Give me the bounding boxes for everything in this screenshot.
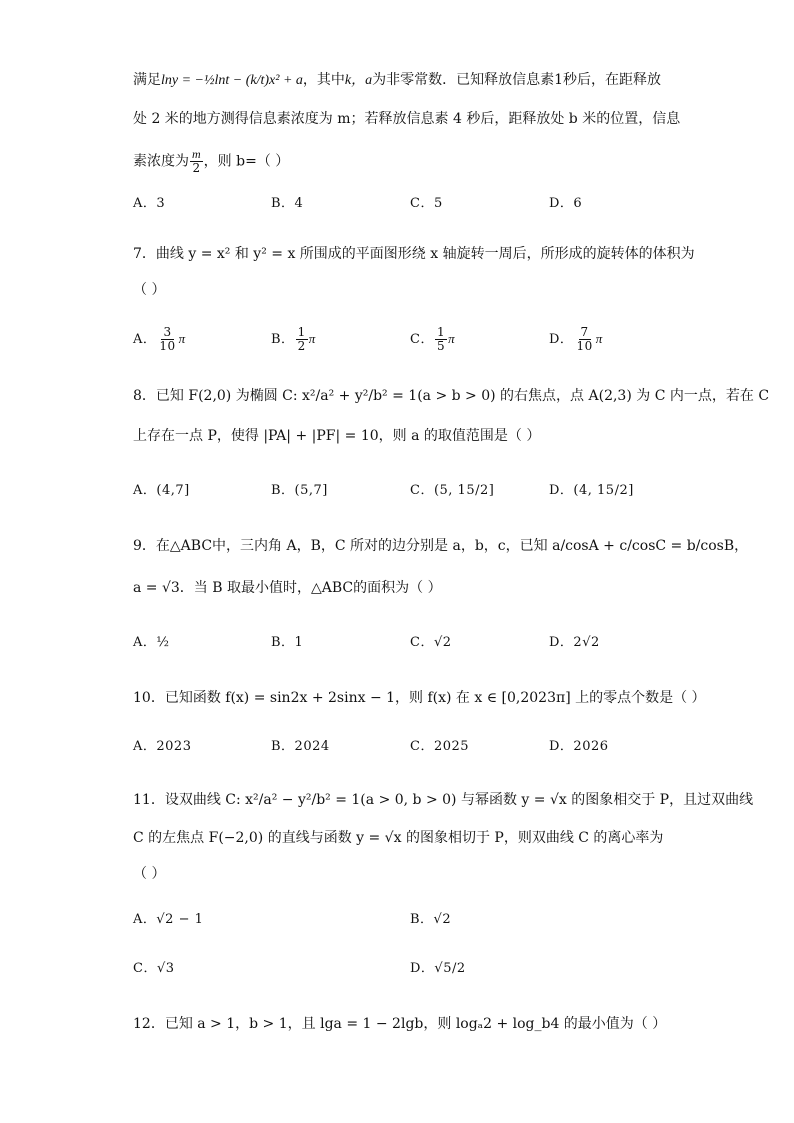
q10-option-b: B．2024 xyxy=(271,739,330,754)
opt-frac xyxy=(435,326,447,353)
q8-option-d: D．(4, 15/2] xyxy=(549,483,634,498)
q8-line-1: 8．已知 F(2,0) 为椭圆 C: x²/a² + y²/b² = 1(a > b > 0) 的右焦点，点 A(2,3) 为 C 内一点，若在 C xyxy=(133,388,770,404)
q11-option-c: C．√3 xyxy=(133,961,175,976)
q7-line-2: （ ） xyxy=(133,282,166,298)
q7-option-c xyxy=(410,326,455,353)
q7-option-a xyxy=(133,326,186,353)
opt-prefix: D． xyxy=(549,332,574,347)
frac-den: 2 xyxy=(297,339,306,353)
q9-option-a: A．½ xyxy=(133,635,170,650)
q6-fraction xyxy=(190,148,203,175)
opt-frac xyxy=(574,326,594,353)
frac-den: 10 xyxy=(159,339,176,353)
q8-line-2: 上存在一点 P，使得 |PA| + |PF| = 10，则 a 的取值范围是（ ） xyxy=(133,428,541,444)
opt-frac xyxy=(296,326,308,353)
q9-option-d: D．2√2 xyxy=(549,635,600,650)
pi: π xyxy=(448,331,456,346)
q6-text: 为非零常数．已知释放信息素 xyxy=(372,72,555,88)
q9-option-c: C．√2 xyxy=(410,635,452,650)
q6-text: 素浓度为 xyxy=(133,153,189,170)
pi: π xyxy=(595,331,603,346)
q8-option-b: B．(5,7] xyxy=(271,483,328,498)
frac-den: 5 xyxy=(436,339,446,353)
q6-formula: lny = −½lnt − (k/t)x² + a xyxy=(161,73,303,88)
q7-line-1: 7．曲线 y = x² 和 y² = x 所围成的平面图形绕 x 轴旋转一周后，所形成的旋转体的体积为 xyxy=(133,246,695,262)
q9-line-1: 9．在△ABC中，三内角 A，B，C 所对的边分别是 a，b，c，已知 a/cosA + c/cosC = b/cosB， xyxy=(133,538,749,554)
q11-line-2: C 的左焦点 F(−2,0) 的直线与函数 y = √x 的图象相切于 P，则双曲线 C 的离心率为 xyxy=(133,830,664,846)
q6-option-a: A．3 xyxy=(133,196,166,211)
frac-num: 3 xyxy=(163,325,172,339)
frac-num: 1 xyxy=(436,325,446,339)
q6-text: 满足 xyxy=(133,72,161,88)
q6-option-b: B．4 xyxy=(271,196,304,211)
q11-option-b: B．√2 xyxy=(410,912,452,927)
q6-line-2: 处 2 米的地方测得信息素浓度为 m；若释放信息素 4 秒后，距释放处 b 米的位置，信息 xyxy=(133,111,681,127)
frac-den: 2 xyxy=(192,161,201,175)
q8-option-c: C．(5, 15/2] xyxy=(410,483,495,498)
opt-prefix: C． xyxy=(410,332,434,347)
q9-option-b: B．1 xyxy=(271,635,304,650)
opt-prefix: A． xyxy=(133,332,157,347)
q8-option-a: A．(4,7] xyxy=(133,483,190,498)
q11-option-d: D．√5/2 xyxy=(410,961,466,976)
q6-number: 1 xyxy=(554,72,564,88)
q10-option-a: A．2023 xyxy=(133,739,192,754)
q7-option-b xyxy=(271,326,316,353)
q12-line-1: 12．已知 a > 1，b > 1，且 lga = 1 − 2lgb，则 logₐ2 + log_b4 的最小值为（ ） xyxy=(133,1016,667,1032)
q6-line-3 xyxy=(133,148,289,175)
q11-line-1: 11．设双曲线 C: x²/a² − y²/b² = 1(a > 0, b > 0) 与幂函数 y = √x 的图象相交于 P，且过双曲线 xyxy=(133,792,754,808)
pi: π xyxy=(308,331,316,346)
q6-text: ，其中 xyxy=(302,72,345,88)
pi: π xyxy=(178,331,186,346)
q11-line-3: （ ） xyxy=(133,866,166,882)
opt-prefix: B． xyxy=(271,332,295,347)
q10-option-c: C．2025 xyxy=(410,739,470,754)
q6-text: ，则 b=（ ） xyxy=(203,153,290,170)
q6-line-1 xyxy=(133,70,661,91)
frac-num: 7 xyxy=(580,325,589,339)
q10-line-1: 10．已知函数 f(x) = sin2x + 2sinx − 1，则 f(x) 在 x ∈ [0,2023π] 上的零点个数是（ ） xyxy=(133,690,706,706)
q7-option-d xyxy=(549,326,603,353)
opt-frac xyxy=(157,326,177,353)
q6-option-c: C．5 xyxy=(410,196,443,211)
q9-line-2: a = √3．当 B 取最小值时，△ABC的面积为（ ） xyxy=(133,580,442,596)
q11-option-a: A．√2 − 1 xyxy=(133,912,204,927)
q10-option-d: D．2026 xyxy=(549,739,609,754)
q6-text: 秒后，在距释放 xyxy=(563,72,662,88)
q6-option-d: D．6 xyxy=(549,196,583,211)
frac-num: 1 xyxy=(297,325,306,339)
frac-den: 10 xyxy=(576,339,593,353)
frac-num: m xyxy=(192,147,201,161)
q6-vars: k，a xyxy=(344,73,373,88)
